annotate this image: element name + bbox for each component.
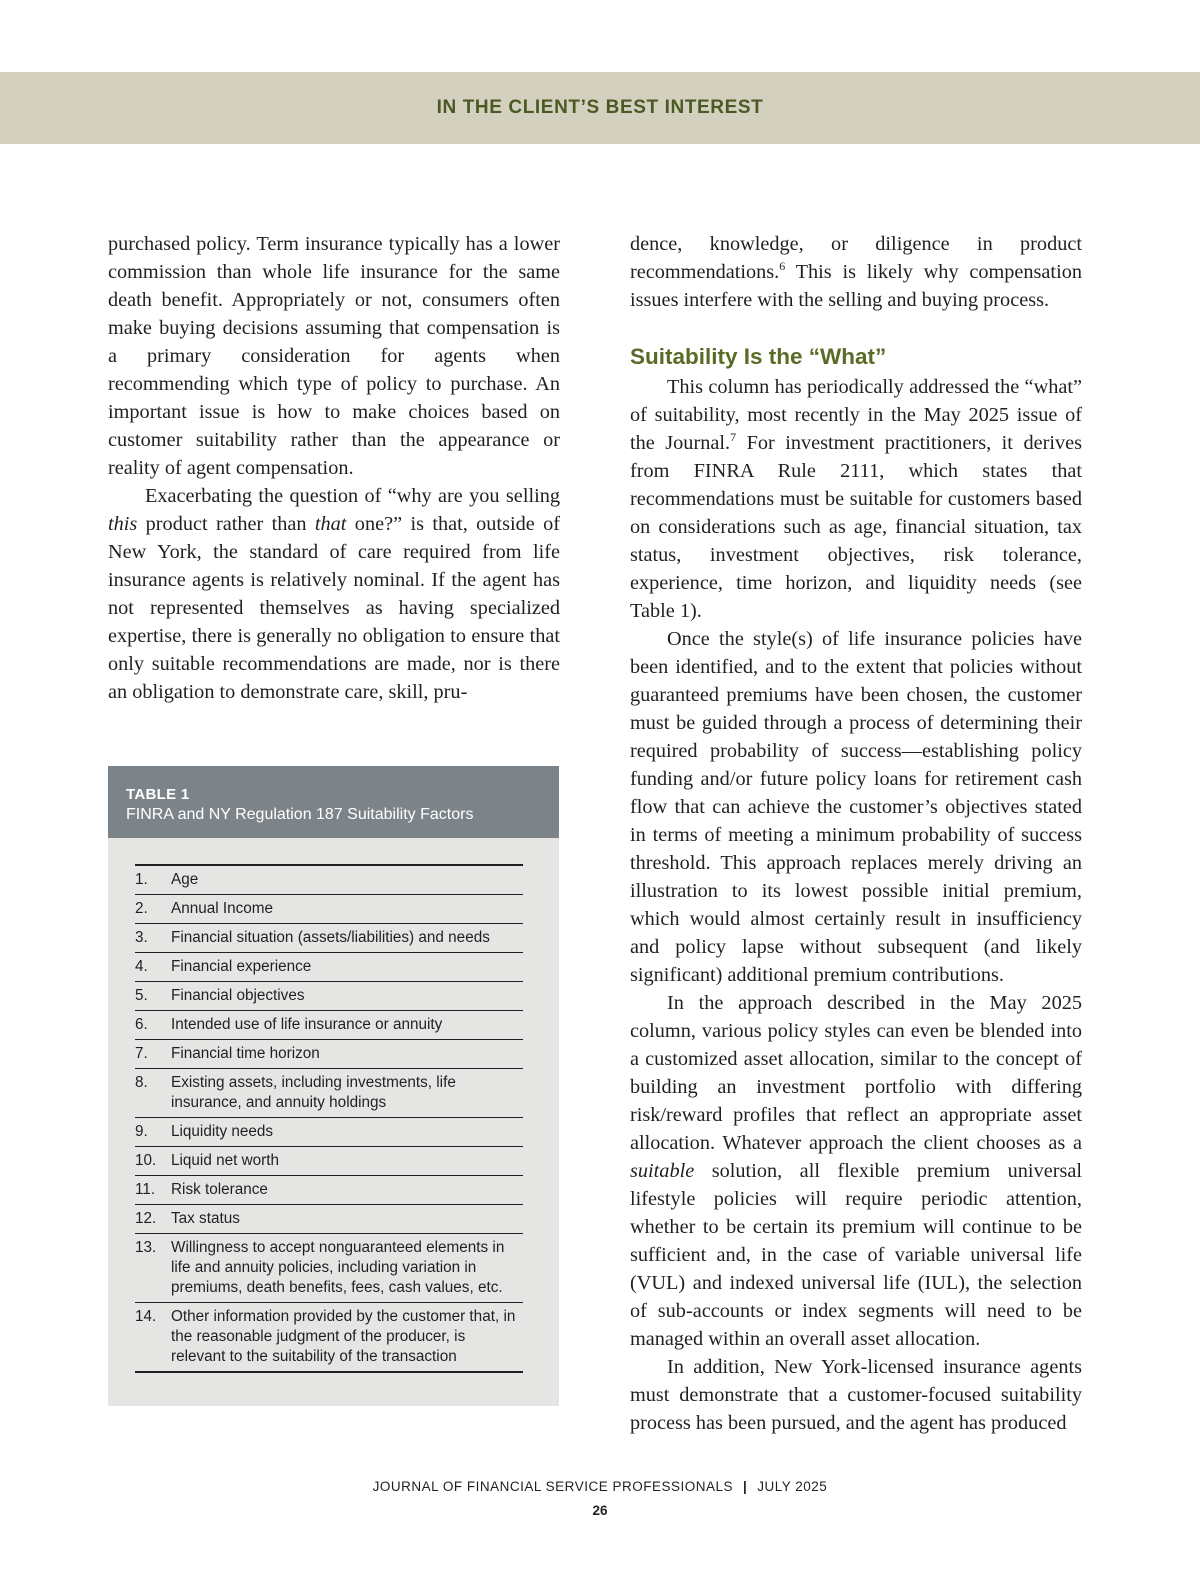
table-row <box>135 924 523 953</box>
table-row-number: 6. <box>135 1016 148 1033</box>
right-paragraph-4 <box>630 989 1082 1353</box>
right-column <box>630 230 1082 1437</box>
right-paragraph-5: In addition, New York-licensed insurance agents must demonstrate that a customer-focused suitability process has been pursued, and the agent has produced <box>630 1356 1082 1434</box>
table-row <box>135 1303 523 1371</box>
table-row-text: Financial experience <box>171 958 312 975</box>
left-p2-text-b: product rather than <box>137 513 315 535</box>
table-row-number: 13. <box>135 1239 157 1256</box>
table-row-text: Willingness to accept nonguaranteed elements in life and annuity policies, including variation in premiums, death benefits, fees, cash values, etc. <box>171 1239 505 1296</box>
table-row-text: Tax status <box>171 1210 240 1227</box>
right-p2-text-a: This column has periodically addressed the “what” of suitability, most recently in the May 2025 issue of the Journal. <box>630 376 1082 454</box>
running-header <box>0 72 1200 144</box>
right-paragraph-3: Once the style(s) of life insurance policies have been identified, and to the extent that policies without guaranteed premiums have been chosen, the customer must be guided through a process of determining their required probability of success—establishing policy funding and/or future policy loans for retirement cash flow that can achieve the customer’s objectives stated in terms of meeting a minimum probability of success threshold. This approach replaces merely driving an illustration to its lowest possible initial premium, which would almost certainly result in insufficiency and policy lapse without subsequent (and likely significant) additional premium contributions. <box>630 628 1082 986</box>
table-row-text: Liquid net worth <box>171 1152 279 1169</box>
right-p4-text-b: solution, all flexible premium universal lifestyle policies will require periodic attention, whether to be certain its premium will continue to be sufficient and, in the case of variable universal life (VUL) and indexed universal life (IUL), the selection of sub-accounts or index segments will need to be managed within an overall asset allocation. <box>630 1160 1082 1350</box>
table-header <box>108 766 559 838</box>
table-row <box>135 1040 523 1069</box>
left-paragraph-2 <box>108 482 560 706</box>
table-row <box>135 1176 523 1205</box>
table-row <box>135 1118 523 1147</box>
running-header-title: IN THE CLIENT’S BEST INTEREST <box>436 97 764 118</box>
table-row-number: 12. <box>135 1210 157 1227</box>
table-row-text: Financial objectives <box>171 987 305 1004</box>
table-label: TABLE 1 <box>126 786 190 803</box>
left-p2-emphasis-this: this <box>108 513 138 535</box>
table-row-number: 9. <box>135 1123 148 1140</box>
table-row <box>135 895 523 924</box>
footnote-ref-6: 6 <box>779 259 786 274</box>
suitability-factor-list <box>135 864 523 1373</box>
left-p2-text-c: one?” is that, outside of New York, the standard of care required from life insurance agents is relatively nominal. If the agent has not represented themselves as having specialized expertise, there is generally no obligation to ensure that only suitable recommendations are made, nor is there an obligation to demonstrate care, skill, pru- <box>108 513 560 703</box>
left-p2-emphasis-that: that <box>314 513 347 535</box>
table-title: FINRA and NY Regulation 187 Suitability Factors <box>126 806 474 823</box>
table-row-number: 1. <box>135 871 148 888</box>
table-row-text: Risk tolerance <box>171 1181 268 1198</box>
table-row-number: 3. <box>135 929 148 946</box>
footnote-ref-7: 7 <box>730 430 737 445</box>
right-paragraph-2 <box>630 373 1082 625</box>
table-row-number: 8. <box>135 1074 148 1091</box>
table-row-text: Other information provided by the customer that, in the reasonable judgment of the producer, is relevant to the suitability of the transaction <box>171 1308 516 1365</box>
table-row <box>135 982 523 1011</box>
right-p4-emphasis: suitable <box>630 1160 695 1182</box>
table-row-text: Age <box>171 871 199 888</box>
table-row <box>135 1234 523 1303</box>
right-p1-text-b: This is likely why compensation issues interfere with the selling and buying process. <box>630 261 1082 311</box>
table-row-text: Financial time horizon <box>171 1045 320 1062</box>
table-row <box>135 953 523 982</box>
left-column <box>108 230 560 706</box>
table-1 <box>108 766 559 1406</box>
table-row <box>135 866 523 895</box>
table-row-number: 11. <box>135 1181 156 1198</box>
footer-journal-name: JOURNAL OF FINANCIAL SERVICE PROFESSIONALS <box>372 1479 733 1494</box>
table-row-number: 5. <box>135 987 148 1004</box>
left-paragraph-1: purchased policy. Term insurance typically has a lower commission than whole life insurance for the same death benefit. Appropriately or not, consumers often make buying decisions assuming that compensation is a primary consideration for agents when recommending which type of policy to purchase. An important issue is how to make choices based on customer suitability rather than the appearance or reality of agent compensation. <box>108 233 560 479</box>
table-row-number: 2. <box>135 900 148 917</box>
table-row <box>135 1147 523 1176</box>
footer-separator: | <box>742 1479 748 1494</box>
table-row-number: 4. <box>135 958 148 975</box>
table-row-number: 7. <box>135 1045 148 1062</box>
right-p1-text-a: dence, knowledge, or diligence in product recommendations. <box>630 233 1082 283</box>
table-row <box>135 1011 523 1040</box>
right-p2-text-b: For investment practitioners, it derives from FINRA Rule 2111, which states that recommendations must be suitable for customers based on considerations such as age, financial situation, tax status, investment objectives, risk tolerance, experience, time horizon, and liquidity needs (see Table 1). <box>630 432 1083 622</box>
section-heading: Suitability Is the “What” <box>630 344 887 369</box>
footer-journal-line <box>0 1479 1200 1494</box>
table-row-text: Annual Income <box>171 900 274 917</box>
table-row-number: 10. <box>135 1152 157 1169</box>
table-row-text: Existing assets, including investments, life insurance, and annuity holdings <box>171 1074 456 1111</box>
table-row-text: Liquidity needs <box>171 1123 274 1140</box>
table-row-text: Financial situation (assets/liabilities) and needs <box>171 929 490 946</box>
left-p2-text-a: Exacerbating the question of “why are you selling <box>145 485 560 507</box>
footer-date: JULY 2025 <box>757 1479 828 1494</box>
page-number: 26 <box>592 1503 608 1518</box>
table-row-number: 14. <box>135 1308 157 1325</box>
right-p4-text-a: In the approach described in the May 2025 column, various policy styles can even be blended into a customized asset allocation, similar to the concept of building an investment portfolio with differing risk/reward profiles that reflect an appropriate asset allocation. Whatever approach the client chooses as a <box>630 992 1082 1154</box>
table-row <box>135 1069 523 1118</box>
right-paragraph-1 <box>630 230 1082 314</box>
table-row-text: Intended use of life insurance or annuity <box>171 1016 443 1033</box>
table-row <box>135 1205 523 1234</box>
